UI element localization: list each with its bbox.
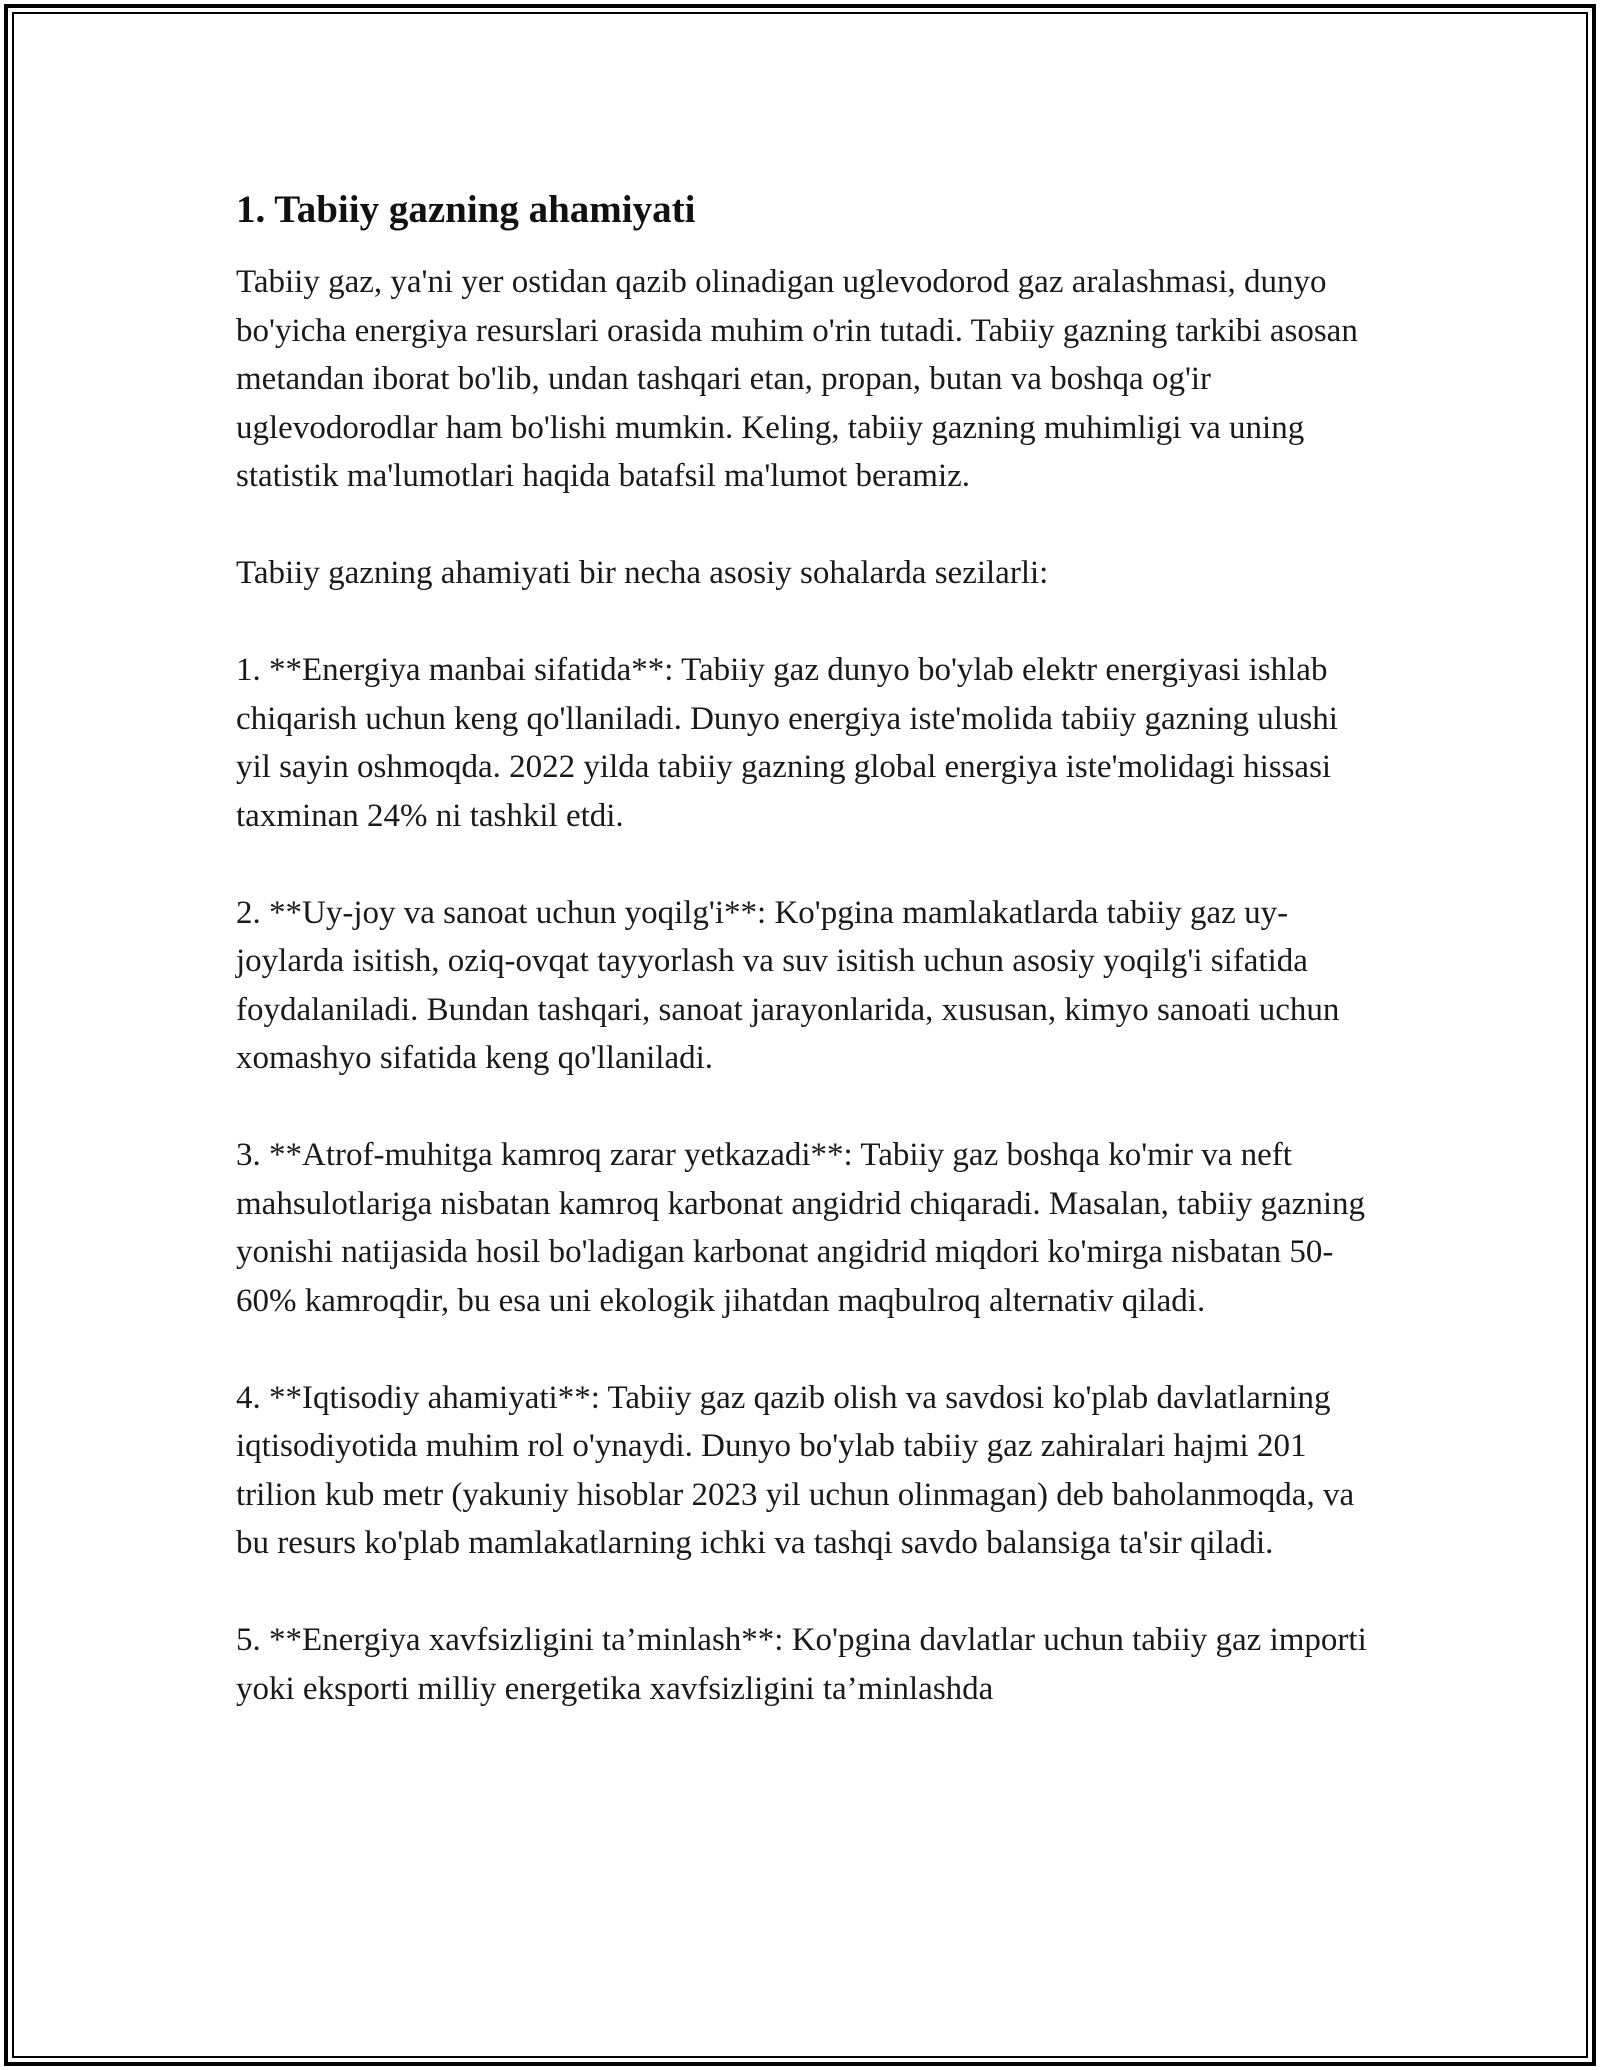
section-heading: 1. Tabiiy gazning ahamiyati: [236, 188, 696, 231]
list-item-environment: 3. **Atrof-muhitga kamroq zarar yetkazadi**: Tabiiy gaz boshqa ko'mir va neft mahsulotlariga nisbatan kamroq karbonat angidrid chiqaradi. Masalan, tabiiy gazning yonishi natijasida hosil bo'ladigan karbonat angidrid miqdori ko'mirga nisbatan 50-60% kamroqdir, bu esa uni ekologik jihatdan maqbulroq alternativ qiladi.: [236, 1137, 1365, 1319]
document-body: [236, 186, 1376, 1762]
list-item-energy-source: 1. **Energiya manbai sifatida**: Tabiiy gaz dunyo bo'ylab elektr energiyasi ishlab chiqarish uchun keng qo'llaniladi. Dunyo energiya iste'molida tabiiy gazning ulushi yil sayin oshmoqda. 2022 yilda tabiiy gazning global energiya iste'molidagi hissasi taxminan 24% ni tashkil etdi.: [236, 652, 1338, 834]
list-item-security: 5. **Energiya xavfsizligini ta’minlash**: Ko'pgina davlatlar uchun tabiiy gaz importi yoki eksporti milliy energetika xavfsizligini ta’minlashda: [236, 1622, 1367, 1707]
intro-paragraph: Tabiiy gaz, ya'ni yer ostidan qazib olinadigan uglevodorod gaz aralashmasi, dunyo bo'yicha energiya resurslari orasida muhim o'rin tutadi. Tabiiy gazning tarkibi asosan metandan iborat bo'lib, undan tashqari etan, propan, butan va boshqa og'ir uglevodorodlar ham bo'lishi mumkin. Keling, tabiiy gazning muhimligi va uning statistik ma'lumotlari haqida batafsil ma'lumot beramiz.: [236, 264, 1358, 494]
lead-in-paragraph: Tabiiy gazning ahamiyati bir necha asosiy sohalarda sezilarli:: [236, 555, 1049, 591]
list-item-fuel: 2. **Uy-joy va sanoat uchun yoqilg'i**: Ko'pgina mamlakatlarda tabiiy gaz uy-joylarda isitish, oziq-ovqat tayyorlash va suv isitish uchun asosiy yoqilg'i sifatida foydalaniladi. Bundan tashqari, sanoat jarayonlarida, xususan, kimyo sanoati uchun xomashyo sifatida keng qo'llaniladi.: [236, 894, 1340, 1076]
list-item-economy: 4. **Iqtisodiy ahamiyati**: Tabiiy gaz qazib olish va savdosi ko'plab davlatlarning iqtisodiyotida muhim rol o'ynaydi. Dunyo bo'ylab tabiiy gaz zahiralari hajmi 201 trilion kub metr (yakuniy hisoblar 2023 yil uchun olinmagan) deb baholanmoqda, va bu resurs ko'plab mamlakatlarning ichki va tashqi savdo balansiga ta'sir qiladi.: [236, 1379, 1355, 1561]
